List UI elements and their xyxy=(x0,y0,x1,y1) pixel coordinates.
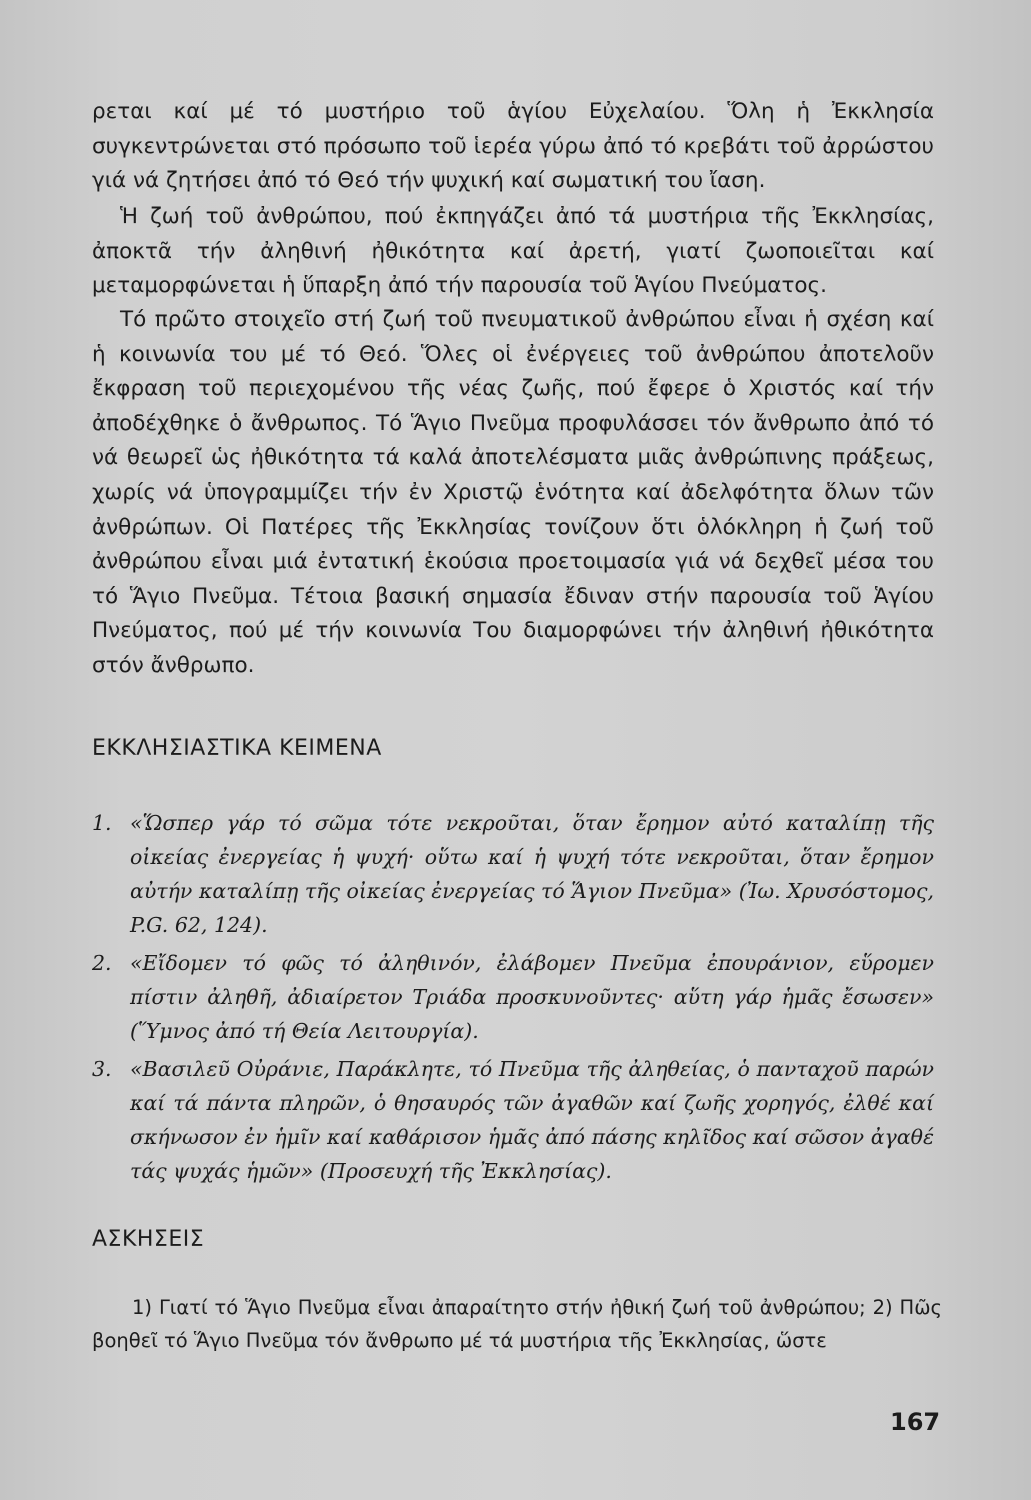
paragraph-relationship-with-god xyxy=(92,303,934,684)
exercise-text: 1) Γιατί τό Ἅγιο Πνεῦμα εἶναι ἀπαραίτητο στήν ἠθική ζωή τοῦ ἀνθρώπου; 2) Πῶς βοηθεῖ τό Ἅγιο Πνεῦμα τόν ἄνθρωπο μέ τά μυστήρια τῆς Ἐκκλησίας, ὥστε xyxy=(92,1296,942,1352)
quote-number: 1. xyxy=(92,811,112,835)
paragraph-text: Τό πρῶτο στοιχεῖο στή ζωή τοῦ πνευματικοῦ ἀνθρώπου εἶναι ἡ σχέση καί ἡ κοινωνία του μέ τό Θεό. Ὅλες οἱ ἐνέργειες τοῦ ἀνθρώπου ἀποτελοῦν ἔκφραση τοῦ περιεχομένου τῆς νέας ζωῆς, πού ἔφερε ὁ Χριστός καί τήν ἀποδέχθηκε ὁ ἄνθρωπος. Τό Ἅγιο Πνεῦμα προφυλάσσει τόν ἄνθρωπο ἀπό τό νά θεωρεῖ ὡς ἠθικότητα τά καλά ἀποτελέσματα μιᾶς ἀνθρώπινης πράξεως, χωρίς νά ὑπογραμμίζει τήν ἐν Χριστῷ ἑνότητα καί ἀδελφότητα ὅλων τῶν ἀνθρώπων. Οἱ Πατέρες τῆς Ἐκκλησίας τονίζουν ὅτι ὁλόκληρη ἡ ζωή τοῦ ἀνθρώπου εἶναι μιά ἐντατική ἑκούσια προετοιμασία γιά νά δεχθεῖ μέσα του τό Ἅγιο Πνεῦμα. Τέτοια βασική σημασία ἔδιναν στήν παρουσία τοῦ Ἁγίου Πνεύματος, πού μέ τήν κοινωνία Του διαμορφώνει τήν ἀληθινή ἠθικότητα στόν ἄνθρωπο. xyxy=(92,307,934,678)
page-number: 167 xyxy=(890,1408,941,1436)
quote-text: «Εἴδομεν τό φῶς τό ἀληθινόν, ἐλάβομεν Πνεῦμα ἐπουράνιον, εὕρομεν πίστιν ἀληθῆ, ἀδιαίρετον Τριάδα προσκυνοῦντες· αὕτη γάρ ἡμᾶς ἔσωσεν» (Ὕμνος ἀπό τή Θεία Λειτουργία). xyxy=(130,951,934,1043)
quote-number: 2. xyxy=(92,951,112,975)
paragraph-text: ρεται καί μέ τό μυστήριο τοῦ ἁγίου Εὐχελαίου. Ὅλη ἡ Ἐκκλησία συγκεντρώνεται στό πρόσωπο τοῦ ἱερέα γύρω ἀπό τό κρεβάτι τοῦ ἀρρώστου γιά νά ζητήσει ἀπό τό Θεό τήν ψυχική καί σωματική του ἴαση. xyxy=(92,99,934,194)
quote-item xyxy=(92,806,934,942)
quote-item xyxy=(92,946,934,1048)
paragraph-text: Ἡ ζωή τοῦ ἀνθρώπου, πού ἐκπηγάζει ἀπό τά μυστήρια τῆς Ἐκκλησίας, ἀποκτᾶ τήν ἀληθινή ἠθικότητα καί ἀρετή, γιατί ζωοποιεῖται καί μεταμορφώνεται ἡ ὕπαρξη ἀπό τήν παρουσία τοῦ Ἁγίου Πνεύματος. xyxy=(92,204,934,299)
quote-number: 3. xyxy=(92,1057,112,1081)
section-heading-exercises: ΑΣΚΗΣΕΙΣ xyxy=(92,1227,205,1252)
paragraph-life-from-sacraments xyxy=(92,200,934,304)
paragraph-continuation xyxy=(92,95,934,199)
quote-text: «Βασιλεῦ Οὐράνιε, Παράκλητε, τό Πνεῦμα τῆς ἀληθείας, ὁ πανταχοῦ παρών καί τά πάντα πληρῶν, ὁ θησαυρός τῶν ἀγαθῶν καί ζωῆς χορηγός, ἐλθέ καί σκήνωσον ἐν ἡμῖν καί καθάρισον ἡμᾶς ἀπό πάσης κηλῖδος καί σῶσον ἀγαθέ τάς ψυχάς ἡμῶν» (Προσευχή τῆς Ἐκκλησίας). xyxy=(130,1057,934,1183)
quote-item xyxy=(92,1052,934,1188)
exercise-questions xyxy=(92,1291,942,1357)
section-heading-church-texts: ΕΚΚΛΗΣΙΑΣΤΙΚΑ ΚΕΙΜΕΝΑ xyxy=(92,736,382,761)
quote-text: «Ὥσπερ γάρ τό σῶμα τότε νεκροῦται, ὅταν ἔρημον αὐτό καταλίπῃ τῆς οἰκείας ἐνεργείας ἡ ψυχή· οὕτω καί ἡ ψυχή τότε νεκροῦται, ὅταν ἔρημον αὐτήν καταλίπῃ τῆς οἰκείας ἐνεργείας τό Ἅγιον Πνεῦμα» (Ἰω. Χρυσόστομος, P.G. 62, 124). xyxy=(130,811,934,937)
